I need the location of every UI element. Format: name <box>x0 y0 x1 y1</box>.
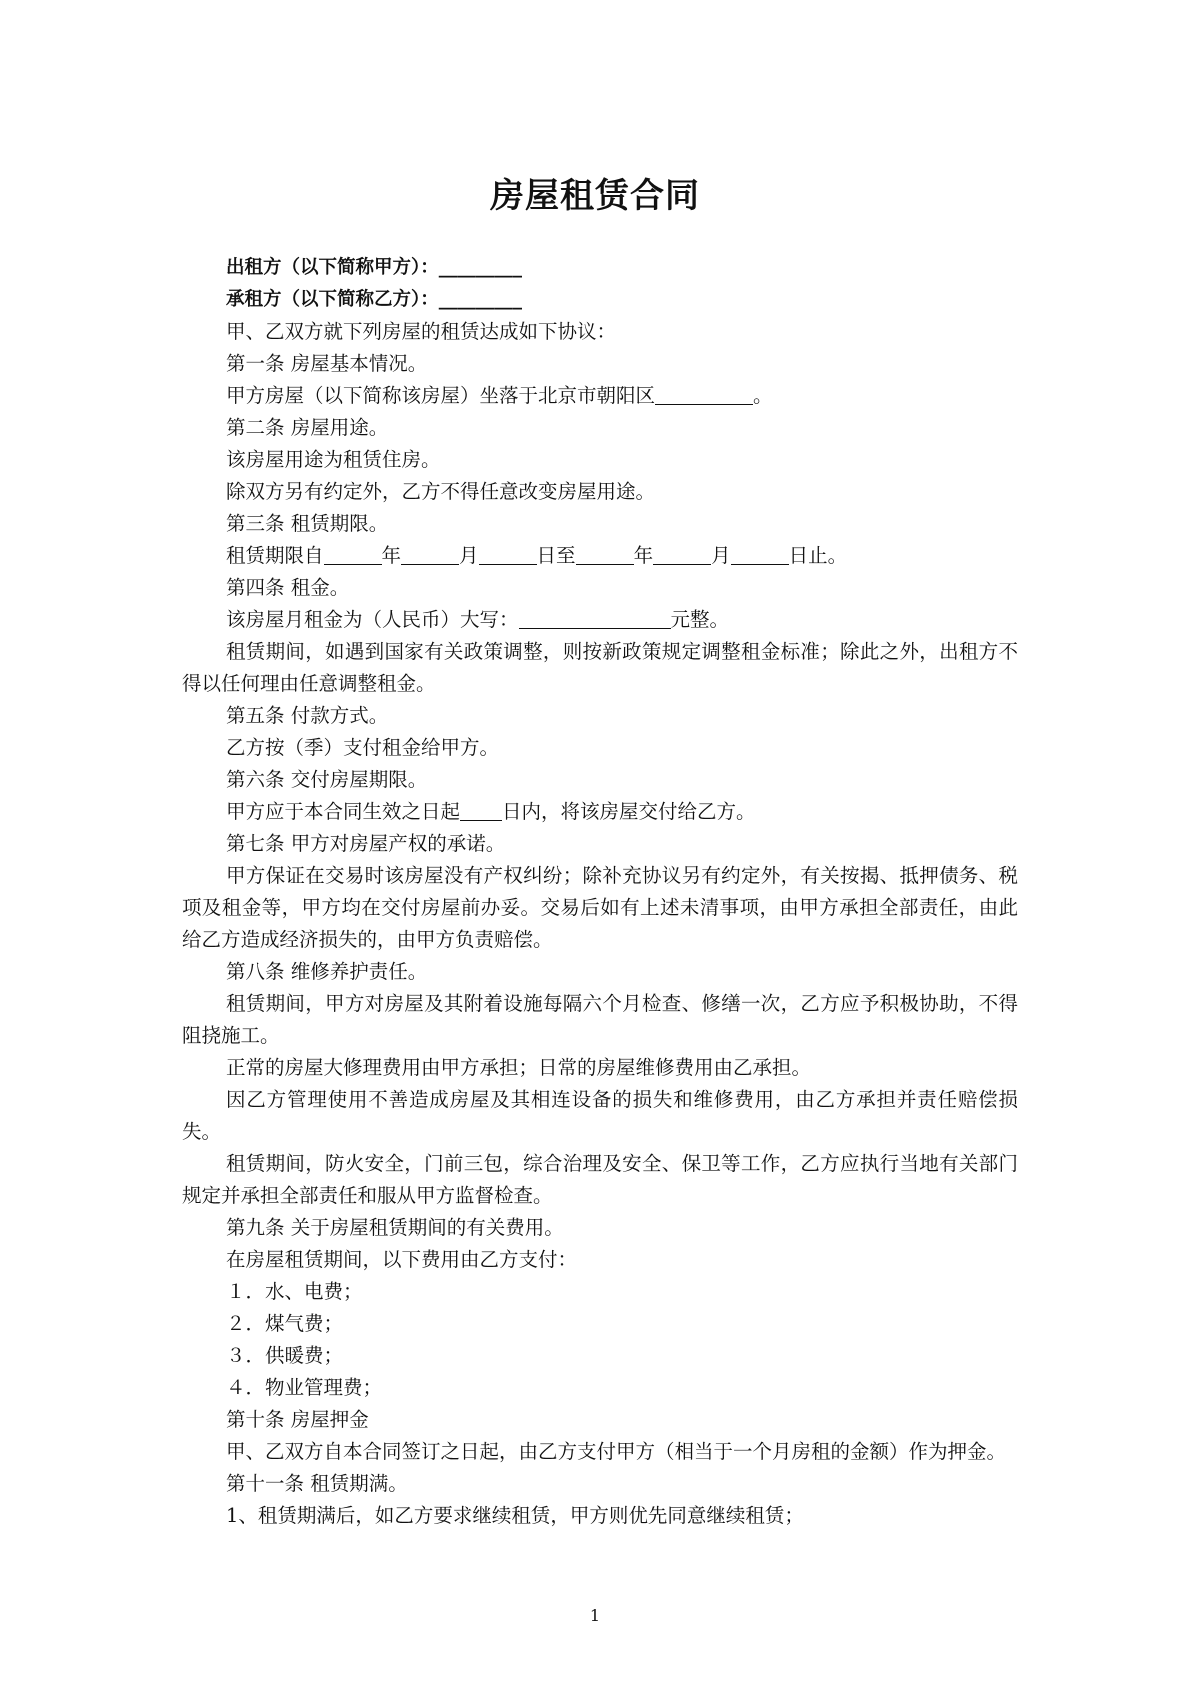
list-item: ３．供暖费； <box>226 1344 344 1367</box>
end-year-blank <box>576 545 634 565</box>
article-11-heading: 第十一条 租赁期满。 <box>226 1472 408 1495</box>
article-4-paragraph-1 <box>182 604 1018 636</box>
article-10-paragraph: 甲、乙双方自本合同签订之日起，由乙方支付甲方（相当于一个月房租的金额）作为押金。 <box>226 1440 1007 1463</box>
article-5-heading: 第五条 付款方式。 <box>226 704 389 727</box>
article-2-paragraph-1: 该房屋用途为租赁住房。 <box>226 448 441 471</box>
article-2-paragraph-2: 除双方另有约定外，乙方不得任意改变房屋用途。 <box>226 480 656 503</box>
rent-amount-blank <box>519 609 671 629</box>
text-segment: 元整。 <box>670 608 730 631</box>
article-9-heading: 第九条 关于房屋租赁期间的有关费用。 <box>226 1216 564 1239</box>
article-1-heading: 第一条 房屋基本情况。 <box>226 352 428 375</box>
start-year-blank <box>324 545 382 565</box>
lessor-label: 出租方（以下简称甲方）： <box>226 257 439 278</box>
text-segment: 年 <box>381 544 402 567</box>
article-10-heading: 第十条 房屋押金 <box>226 1408 369 1431</box>
text-segment: 甲方应于本合同生效之日起 <box>226 800 461 823</box>
text-segment: 该房屋月租金为（人民币）大写： <box>226 608 519 631</box>
delivery-days-blank <box>460 801 502 821</box>
lessee-label: 承租方（以下简称乙方）： <box>226 289 439 310</box>
article-8-paragraph-2: 正常的房屋大修理费用由甲方承担；日常的房屋维修费用由乙承担。 <box>226 1056 812 1079</box>
text-segment: 日内，将该房屋交付给乙方。 <box>502 800 756 823</box>
text-segment: 甲方房屋（以下简称该房屋）坐落于北京市朝阳区 <box>226 384 656 407</box>
article-8-heading: 第八条 维修养护责任。 <box>226 960 428 983</box>
lessee-line <box>182 284 1018 316</box>
text-segment: 日止。 <box>788 544 848 567</box>
intro-paragraph: 甲、乙双方就下列房屋的租赁达成如下协议： <box>226 320 617 343</box>
article-3-heading: 第三条 租赁期限。 <box>226 512 389 535</box>
address-blank <box>655 385 753 405</box>
lessor-line <box>182 252 1018 284</box>
article-9-paragraph: 在房屋租赁期间，以下费用由乙方支付： <box>226 1248 578 1271</box>
text-segment: 日至 <box>536 544 576 567</box>
text-segment: 。 <box>753 384 773 407</box>
end-day-blank <box>731 545 789 565</box>
start-month-blank <box>401 545 459 565</box>
article-7-heading: 第七条 甲方对房屋产权的承诺。 <box>226 832 506 855</box>
lessor-blank: _________ <box>438 257 523 278</box>
document-title: 房屋租赁合同 <box>490 176 700 216</box>
article-6-paragraph <box>182 796 1018 828</box>
text-segment: 年 <box>633 544 654 567</box>
start-day-blank <box>479 545 537 565</box>
article-1-paragraph <box>182 380 1018 412</box>
article-7-paragraph: 甲方保证在交易时该房屋没有产权纠纷；除补充协议另有约定外，有关按揭、抵押债务、税项及租金等，甲方均在交付房屋前办妥。交易后如有上述未清事项，由甲方承担全部责任，由此给乙方造成经济损失的，由甲方负责赔偿。 <box>182 864 1018 951</box>
list-item: ２．煤气费； <box>226 1312 344 1335</box>
article-11-paragraph-1: 1、租赁期满后，如乙方要求继续租赁，甲方则优先同意继续租赁； <box>226 1504 804 1527</box>
article-2-heading: 第二条 房屋用途。 <box>226 416 389 439</box>
article-4-paragraph-2: 租赁期间，如遇到国家有关政策调整，则按新政策规定调整租金标准；除此之外，出租方不得以任何理由任意调整租金。 <box>182 640 1018 695</box>
article-8-paragraph-1: 租赁期间，甲方对房屋及其附着设施每隔六个月检查、修缮一次，乙方应予积极协助，不得阻挠施工。 <box>182 992 1018 1047</box>
list-item: ４．物业管理费； <box>226 1376 383 1399</box>
article-3-paragraph <box>182 540 1018 572</box>
article-5-paragraph: 乙方按（季）支付租金给甲方。 <box>226 736 500 759</box>
article-4-heading: 第四条 租金。 <box>226 576 350 599</box>
end-month-blank <box>653 545 711 565</box>
list-item: １．水、电费； <box>226 1280 363 1303</box>
article-6-heading: 第六条 交付房屋期限。 <box>226 768 428 791</box>
page-number: 1 <box>589 1606 601 1625</box>
lessee-blank: _________ <box>438 289 523 310</box>
contract-body <box>182 252 1018 1532</box>
text-segment: 租赁期限自 <box>226 544 324 567</box>
text-segment: 月 <box>711 544 731 567</box>
article-8-paragraph-4: 租赁期间，防火安全，门前三包，综合治理及安全、保卫等工作，乙方应执行当地有关部门规定并承担全部责任和服从甲方监督检查。 <box>182 1152 1018 1207</box>
article-8-paragraph-3: 因乙方管理使用不善造成房屋及其相连设备的损失和维修费用，由乙方承担并责任赔偿损失。 <box>182 1088 1018 1143</box>
text-segment: 月 <box>459 544 479 567</box>
